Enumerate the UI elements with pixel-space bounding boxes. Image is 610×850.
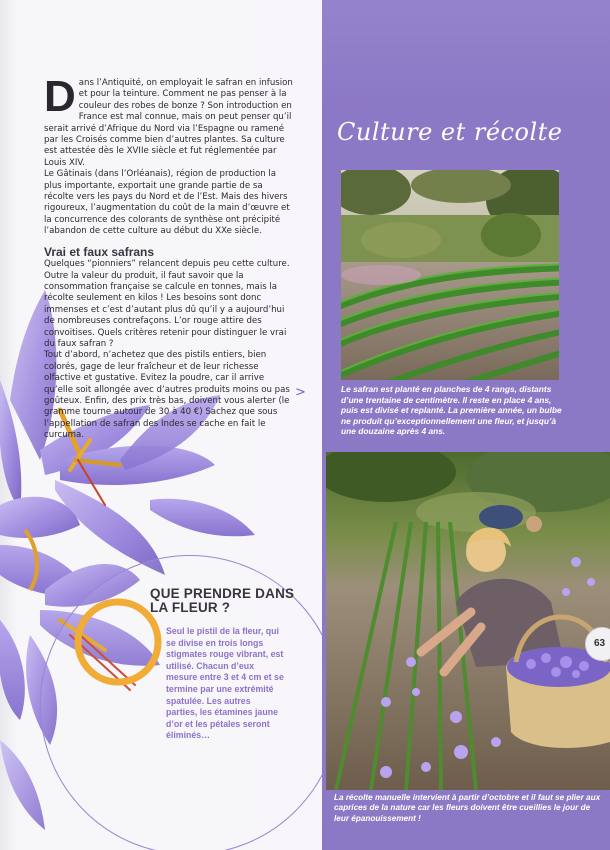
continue-arrow-icon: >	[295, 385, 306, 400]
paragraph-pionniers: Quelques “pionniers” relancent depuis peu cette culture. Outre la valeur du produit, il faut savoir que la consommation française se calcule en tonnes, mais la récolte seulement en kilos ! Les besoins sont donc immenses et c’est d’autant plus dû qu’il y a aujourd’hui de nombreuses contrefaçons. L’or rouge attire des convoitises. Quels critères retenir pour distinguer le vrai du faux safran ?	[44, 259, 290, 349]
top-band	[322, 0, 610, 112]
caption-planting: Le safran est planté en planches de 4 rangs, distants d’une trentaine de centimètre. Il reste en place 4 ans, puis est divisé et replanté. La première année, un bulbe ne produit qu’exceptionnellement une fleur, et jusqu’à une douzaine après 4 ans.	[341, 384, 562, 436]
page-number: 63	[585, 627, 610, 661]
intro-text: ans l’Antiquité, on employait le safran en infusion et pour la teinture. Comment ne pas penser à la couleur des robes de bonze ? Son introduction en France est mal connue, mais on peut penser qu’il serait arrivé d’Afrique du Nord via l’Espagne ou ramené par les Croisés comme bien d’autres plantes. Sa culture est attestée dès le XVIIe siècle et fut réglementée par Louis XIV.	[44, 78, 293, 168]
sidebar-title: QUE PRENDRE DANS LA FLEUR ?	[150, 586, 295, 615]
section-title: Culture et récolte	[337, 118, 563, 146]
paragraph-gatinais: Le Gâtinais (dans l’Orléanais), région de production la plus importante, exportait une grande partie de sa récolte vers les pays du Nord et de l’Est. Mais des hivers rigoureux, l’augmentation du coût de la main d’œuvre et la concurrence des colorants de synthèse ont précipité l’abandon de cette culture au début du XXe siècle.	[44, 169, 290, 237]
subheading-vrai-faux: Vrai et faux safrans	[44, 244, 155, 259]
article-body	[44, 72, 294, 442]
drop-cap: D	[44, 72, 76, 121]
caption-harvest: La récolte manuelle intervient à partir d’octobre et il faut se plier aux caprices de la nature car les fleurs doivent être cueillies le jour de leur épanouissement !	[334, 793, 601, 823]
intro-paragraph	[44, 72, 294, 169]
harvest-photo	[326, 452, 610, 790]
paragraph-conseils: Tout d’abord, n’achetez que des pistils entiers, bien colorés, gage de leur fraîcheur et de leur richesse olfactive et gustative. Evitez la poudre, car il arrive qu’elle soit allongée avec d’autres produits moins ou pas goûteux. Enfin, des prix très bas, doivent vous alerter (le gramme tourne autour de 30 à 40 €) Sachez que sous l’appellation de safran des Indes se cache en fait le curcuma.	[44, 350, 290, 441]
saffron-field-photo	[341, 170, 559, 380]
sidebar-text: Seul le pistil de la fleur, qui se divise en trois longs stigmates rouge vibrant, est utilisé. Chacun d’eux mesure entre 3 et 4 cm et se termine par une extrémité spatulée. Les autres parties, les étamines jaune d’or et les pétales seront éliminés…	[166, 626, 284, 741]
